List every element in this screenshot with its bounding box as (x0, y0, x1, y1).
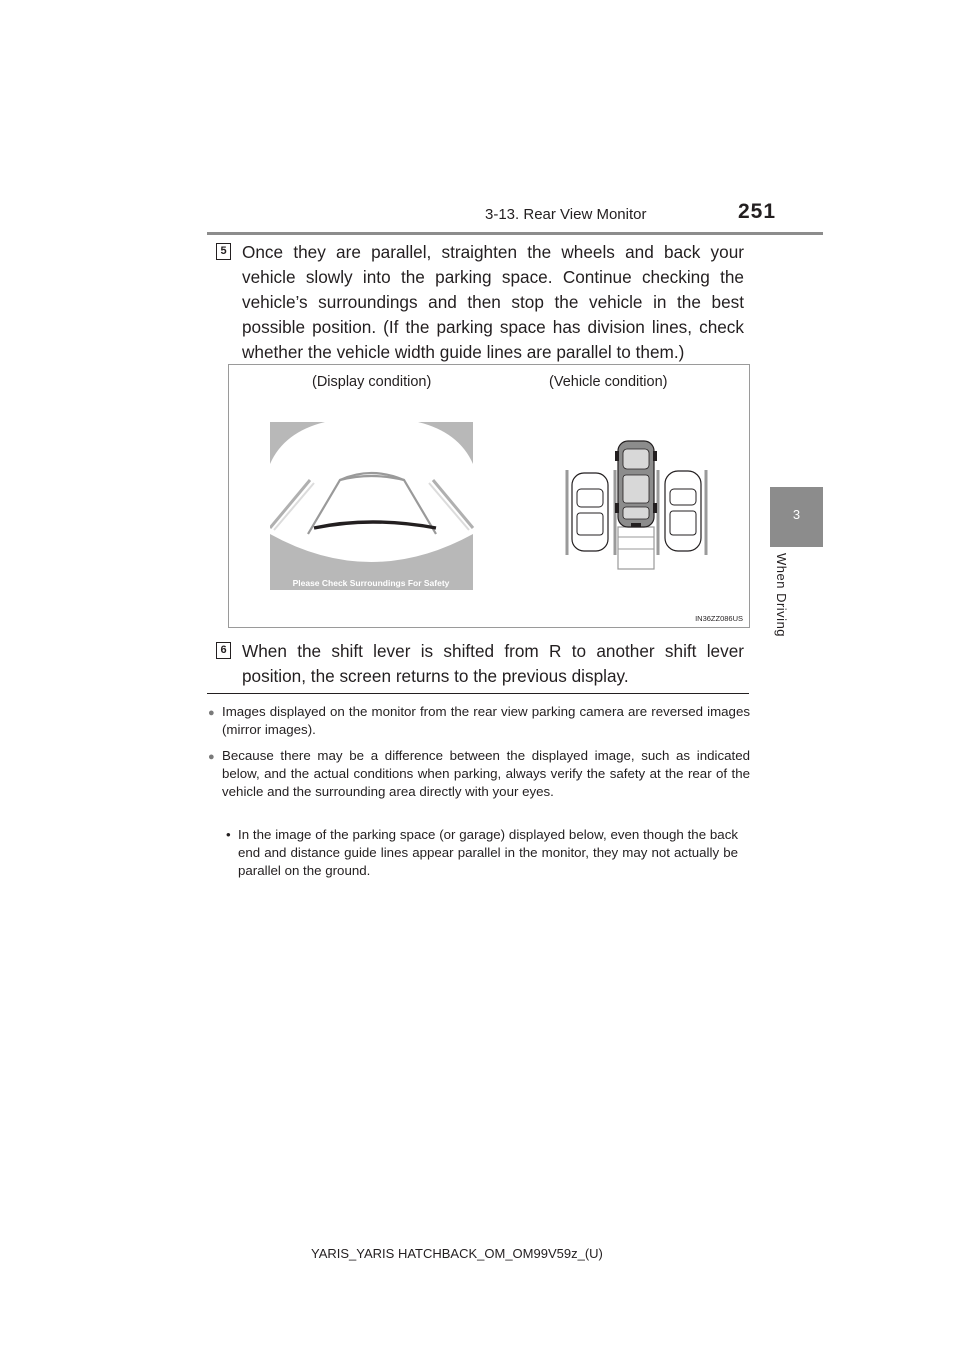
section-title: 3-13. Rear View Monitor (485, 206, 647, 223)
note-item: ● Images displayed on the monitor from the rear view parking camera are reversed images (mirror images). (208, 704, 750, 737)
step-6-text: When the shift lever is shifted from R to another shift lever position, the screen returns to the previous display. (242, 641, 744, 686)
page-number: 251 (738, 200, 777, 223)
monitor-display-illustration (270, 422, 480, 594)
screen-safety-message: Please Check Surroundings For Safety (292, 578, 450, 588)
chapter-number: 3 (792, 507, 801, 522)
chapter-tab (770, 487, 823, 547)
notes-divider (207, 693, 749, 694)
bullet-circle-icon: ● (208, 707, 215, 719)
step-5-text: Once they are parallel, straighten the wheels and back your vehicle slowly into the parking space. Continue checking the vehicle’s surroundings and then stop the vehicle in the best possible position. (If the parking space has division lines, check whether the vehicle width guide lines are parallel to them.) (242, 242, 744, 362)
parking-figure (228, 364, 750, 628)
sub-note-item: • In the image of the parking space (or garage) displayed below, even though the back end and distance guide lines appear parallel in the monitor, they may not actually be parallel on the ground. (226, 827, 738, 878)
chapter-title: When Driving (774, 553, 789, 638)
caption-vehicle-condition: (Vehicle condition) (549, 374, 668, 390)
note-item: ● Because there may be a difference between the displayed image, such as indicated below, and the actual conditions when parking, always verify the safety at the rear of the vehicle and the surrounding area directly with your eyes. (208, 748, 750, 799)
bullet-circle-icon: ● (208, 751, 215, 763)
vehicle-top-view-illustration (559, 437, 719, 587)
bullet-dot-icon: • (226, 827, 231, 842)
header-divider (207, 232, 823, 235)
step-5-badge: 5 (216, 243, 231, 260)
image-code: IN36ZZ086US (695, 614, 743, 623)
step-6-badge: 6 (216, 642, 231, 659)
document-code: YARIS_YARIS HATCHBACK_OM_OM99V59z_(U) (311, 1246, 603, 1261)
caption-display-condition: (Display condition) (312, 374, 432, 390)
